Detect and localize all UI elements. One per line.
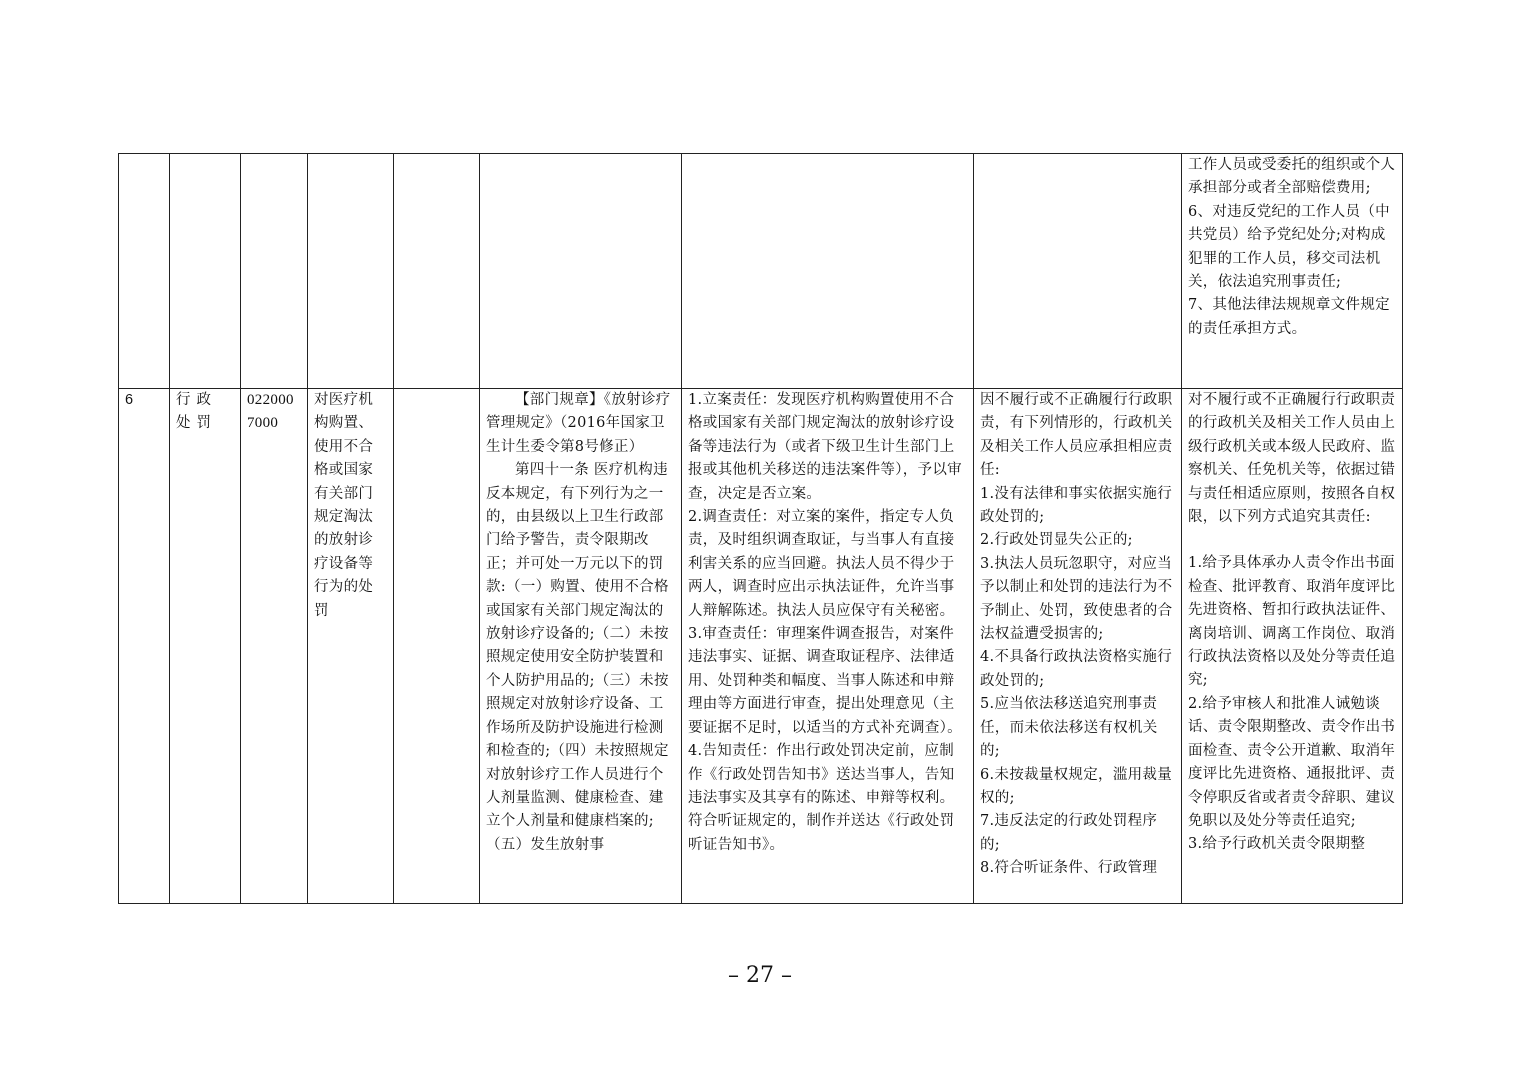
item-type: 行政处罚	[176, 392, 217, 432]
responsibility-table	[118, 153, 1403, 904]
accountability-spacer	[1188, 529, 1396, 552]
accountability-item: 对不履行或不正确履行行政职责的行政机关及相关工作人员由上级行政机关或本级人民政府、监察机关、任免机关等，依据过错与责任相适应原则，按照各自权限，以下列方式追究其责任:	[1188, 392, 1396, 526]
cell-code	[241, 154, 308, 389]
duty-item: 3.审查责任：审理案件调查报告，对案件违法事实、证据、调查取证程序、法律适用、处罚种类和幅度、当事人陈述和申辩理由等方面进行审查，提出处理意见（主要证据不足时，以适当的方式补充调查）。	[688, 626, 962, 736]
cell-accountability	[1182, 389, 1403, 904]
circumstance-item: 4.不具备行政执法资格实施行政处罚的;	[980, 649, 1173, 689]
cell-sub	[394, 389, 480, 904]
cell-accountability	[1182, 154, 1403, 389]
cell-name	[308, 154, 394, 389]
circumstance-item: 2.行政处罚显失公正的;	[980, 532, 1133, 549]
table-row	[119, 389, 1403, 904]
accountability-line: 6、对违反党纪的工作人员（中共党员）给予党纪处分;对构成犯罪的工作人员，移交司法机关，依法追究刑事责任;	[1188, 203, 1390, 291]
circumstance-item: 因不履行或不正确履行行政职责，有下列情形的，行政机关及相关工作人员应承担相应责任:	[980, 392, 1173, 479]
page-number: – 27 –	[728, 963, 792, 988]
item-code: 0220007000	[247, 392, 294, 432]
item-name: 对医疗机构购置、使用不合格或国家有关部门规定淘汰的放射诊疗设备等行为的处罚	[314, 392, 374, 619]
basis-article: 第四十一条 医疗机构违反本规定，有下列行为之一的，由县级以上卫生行政部门给予警告，责令限期改正；并可处一万元以下的罚款:（一）购置、使用不合格或国家有关部门规定淘汰的放射诊疗设备的;（二）未按照规定使用安全防护装置和个人防护用品的;（三）未按照规定对放射诊疗设备、工作场所及防护设施进行检测和检查的;（四）未按照规定对放射诊疗工作人员进行个人剂量监测、健康检查、建立个人剂量和健康档案的;（五）发生放射事	[486, 462, 669, 853]
cell-type	[170, 389, 241, 904]
circumstance-item: 1.没有法律和事实依据实施行政处罚的;	[980, 485, 1173, 526]
circumstance-item: 3.执法人员玩忽职守，对应当予以制止和处罚的违法行为不予制止、处罚，致使患者的合法权益遭受损害的;	[980, 555, 1173, 643]
cell-no	[119, 389, 170, 904]
cell-no	[119, 154, 170, 389]
basis-source: 【部门规章】《放射诊疗管理规定》（2016年国家卫生计生委令第8号修正）	[486, 392, 671, 455]
cell-circumstances	[974, 154, 1182, 389]
accountability-item: 3.给予行政机关责令限期整	[1188, 836, 1366, 853]
accountability-line: 7、其他法律法规规章文件规定的责任承担方式。	[1188, 297, 1390, 337]
cell-name	[308, 389, 394, 904]
item-number: 6	[125, 392, 134, 408]
accountability-item: 2.给予审核人和批准人诫勉谈话、责令限期整改、责令作出书面检查、责令公开道歉、取消年度评比先进资格、通报批评、责令停职反省或者责令辞职、建议免职以及处分等责任追究;	[1188, 695, 1396, 829]
duty-item: 4.告知责任：作出行政处罚决定前，应制作《行政处罚告知书》送达当事人，告知违法事实及其享有的陈述、申辩等权利。符合听证规定的，制作并送达《行政处罚听证告知书》。	[688, 743, 955, 853]
cell-circumstances	[974, 389, 1182, 904]
circumstance-item: 7.违反法定的行政处罚程序的;	[980, 813, 1158, 853]
accountability-item: 1.给予具体承办人责令作出书面检查、批评教育、取消年度评比先进资格、暂扣行政执法证件、离岗培训、调离工作岗位、取消行政执法资格以及处分等责任追究;	[1188, 555, 1396, 689]
cell-code	[241, 389, 308, 904]
circumstance-item: 8.符合听证条件、行政管理	[980, 860, 1158, 877]
circumstance-item: 5.应当依法移送追究刑事责任，而未依法移送有权机关的;	[980, 696, 1158, 760]
circumstance-item: 6.未按裁量权规定，滥用裁量权的;	[980, 766, 1173, 806]
cell-basis	[480, 389, 682, 904]
table-row	[119, 154, 1403, 389]
cell-type	[170, 154, 241, 389]
cell-duty	[682, 154, 974, 389]
duty-item: 1.立案责任：发现医疗机构购置使用不合格或国家有关部门规定淘汰的放射诊疗设备等违法行为（或者下级卫生计生部门上报或其他机关移送的违法案件等），予以审查，决定是否立案。	[688, 392, 962, 502]
cell-basis	[480, 154, 682, 389]
cell-sub	[394, 154, 480, 389]
cell-duty	[682, 389, 974, 904]
duty-item: 2.调查责任：对立案的案件，指定专人负责，及时组织调查取证，与当事人有直接利害关系的应当回避。执法人员不得少于两人，调查时应出示执法证件，允许当事人辩解陈述。执法人员应保守有关秘密。	[688, 509, 955, 619]
accountability-line: 工作人员或受委托的组织或个人承担部分或者全部赔偿费用;	[1188, 157, 1396, 197]
